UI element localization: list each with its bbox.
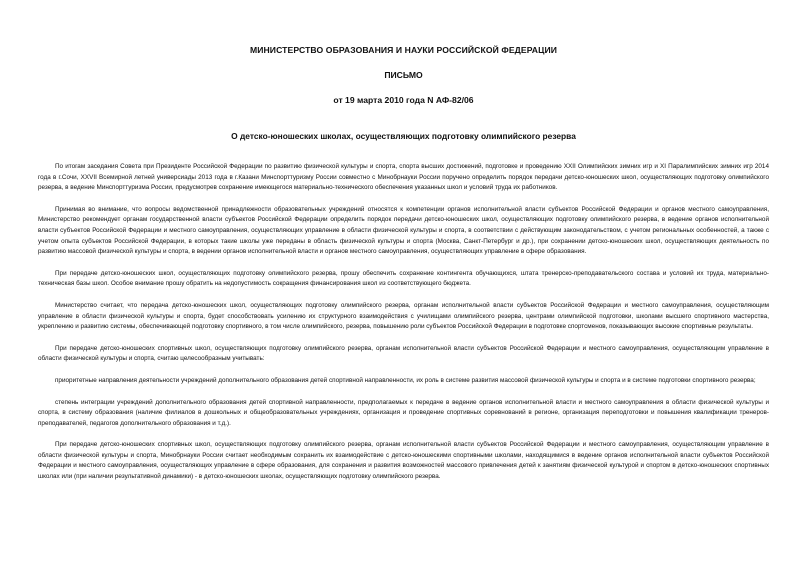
paragraph-7: степень интеграции учреждений дополнительного образования детей спортивной направленности, предполагаемых к передаче в ведение органов исполнительной власти и местного самоуправления в области физической культуры и спорта, в систему образования (наличие филиалов в дошкольных и общеобразовательных учреждениях, организация и проведение спортивных соревнований в регионе, организация переподготовки и повышения квалификации тренеров-преподавателей, педагогов дополнительного образования и т.д.). [38, 398, 769, 427]
ministry-title: МИНИСТЕРСТВО ОБРАЗОВАНИЯ И НАУКИ РОССИЙСКОЙ ФЕДЕРАЦИИ [249, 45, 558, 55]
paragraph-5: При передаче детско-юношеских спортивных школ, осуществляющих подготовку олимпийского резерва, органам исполнительной власти субъектов Российской Федерации и местного самоуправления, осуществляющим управление в области физической культуры и спорта, считаю целесообразным учитывать: [38, 344, 769, 363]
document-date-number: от 19 марта 2010 года N АФ-82/06 [333, 95, 474, 105]
document-subject: О детско-юношеских школах, осуществляющих подготовку олимпийского резерва [231, 131, 576, 141]
paragraph-1: По итогам заседания Совета при Президенте Российской Федерации по развитию физической культуры и спорта, спорта высших достижений, подготовке и проведению XXII Олимпийских зимних игр и XI Паралимпийских зимних игр 2014 года в г.Сочи, XXVII Всемирной летней универсиады 2013 года в г.Казани Минспорттуризму России совместно с Минобрнауки России поручено определить порядок передачи детско-юношеских школ, осуществляющих подготовку олимпийского резерва, в ведение Минспорттуризма России, предусмотрев сохранение имеющегося материально-технического обеспечения указанных школ и условий труда их работников. [38, 163, 769, 192]
paragraph-4: Министерство считает, что передача детско-юношеских школ, осуществляющих подготовку олимпийского резерва, органам исполнительной власти субъектов Российской Федерации и местного самоуправления, осуществляющим управление в области физической культуры и спорта, будет способствовать усилению их структурного взаимодействия с училищами олимпийского резерва, центрами олимпийской подготовки, школами высшего спортивного мастерства, укреплению и развитию системы, обеспечивающей подготовку спортивного, в том числе олимпийского, резерва, повышению роли субъектов Российской Федерации в подготовке спортсменов, показывающих высокие спортивные результаты. [38, 301, 769, 331]
paragraph-6: приоритетные направления деятельности учреждений дополнительного образования детей спортивной направленности, их роль в системе развития массовой физической культуры и спорта и в системе подготовки спортивного резерва; [55, 376, 756, 384]
paragraph-8: При передаче детско-юношеских спортивных школ, осуществляющих подготовку олимпийского резерва, органам исполнительной власти субъектов Российской Федерации и местного самоуправления, осуществляющим управление в области физической культуры и спорта, Минобрнауки России считает необходимым сохранить их взаимодействие с детско-юношескими спортивными школами, находящимися в ведение органов исполнительной власти субъектов Российской Федерации и местного самоуправления, осуществляющих управление в сфере образования, для сохранения и развития возможностей массового привлечения детей к занятиям физической культурой и спортом в детско-юношеских спортивных школах или (при наличии результативной динамики) - в детско-юношеских школах, осуществляющих подготовку олимпийского резерва. [38, 441, 769, 481]
document-type: ПИСЬМО [384, 70, 423, 80]
paragraph-3: При передаче детско-юношеских школ, осуществляющих подготовку олимпийского резерва, прошу обеспечить сохранение контингента обучающихся, штата тренерско-преподавательского состава и условий их труда, материально-техническая базы школ. Особое внимание прошу обратить на недопустимость сокращения финансирования школ из соответствующего бюджета. [38, 269, 769, 288]
paragraph-2: Принимая во внимание, что вопросы ведомственной принадлежности образовательных учреждений относятся к компетенции органов исполнительной власти субъектов Российской Федерации и органов местного самоуправления, Министерство рекомендует органам государственной власти субъектов Российской Федерации определить порядок передачи детско-юношеских школ, осуществляющих подготовку олимпийского резерва, в ведение органов исполнительной власти субъектов Российской Федерации и местного самоуправления, осуществляющих управление в области физической культуры и спорта, в соответствии с действующим законодательством, с учетом региональных особенностей, а также с учетом опыта субъектов Российской Федерации, в которых такие школы уже переданы в область физической культуры и спорта (Москва, Санкт-Петербург и др.), при сохранении детско-юношеских школ, осуществляющих деятельность по развитию массовой физической культуры и спорта, в ведении органов исполнительной власти и органов местного самоуправления, осуществляющих управление в сфере образования. [38, 205, 769, 256]
document-body [38, 162, 769, 483]
